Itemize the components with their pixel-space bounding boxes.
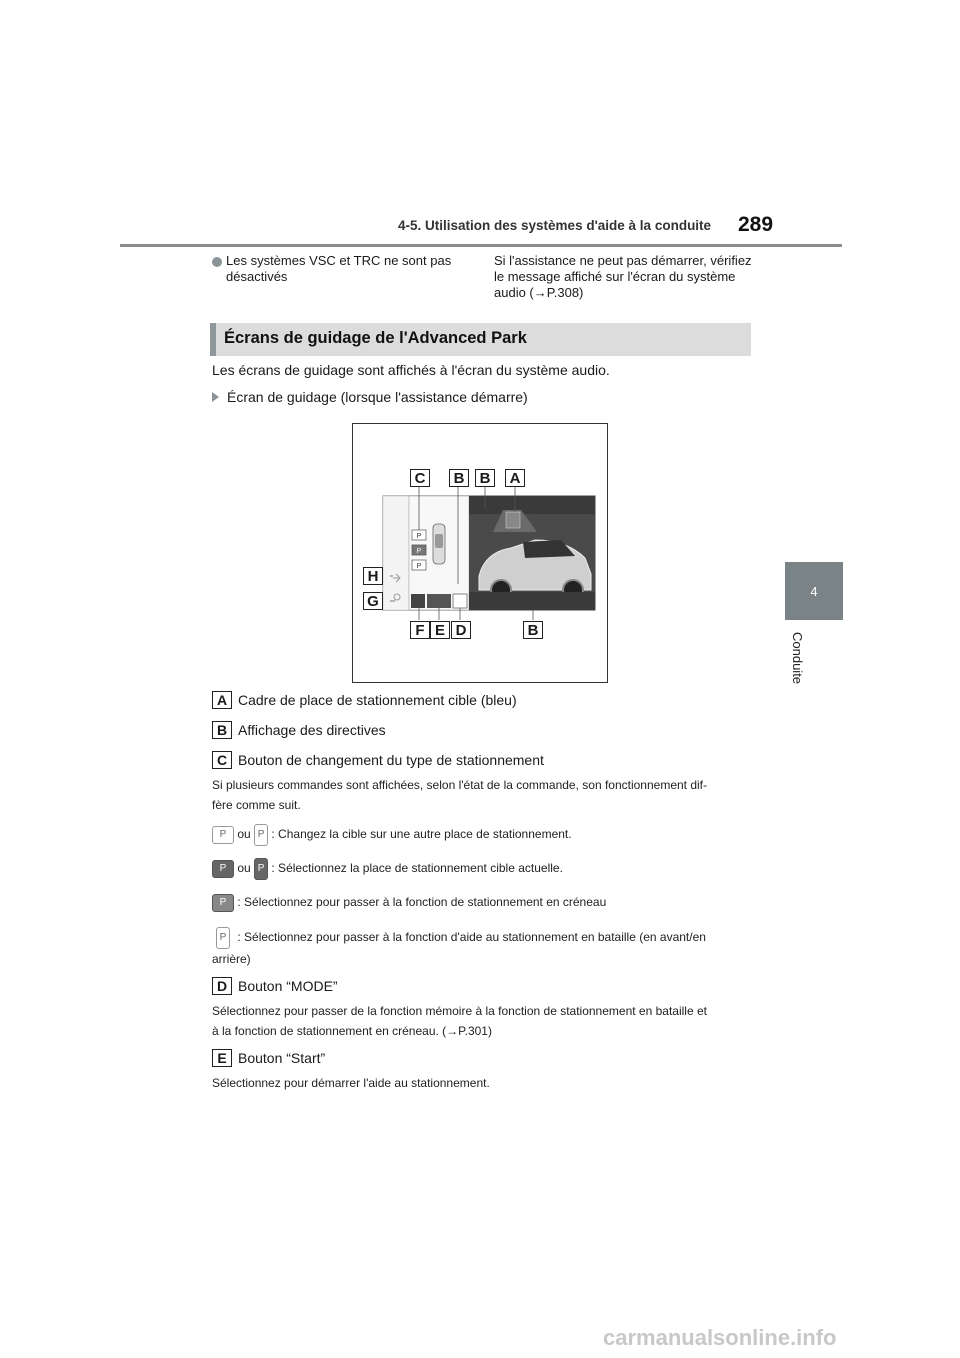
- item-c-line-4: [212, 927, 752, 949]
- p-button-light-icon: P: [212, 826, 234, 844]
- item-c-line-1: [212, 824, 752, 846]
- item-b: [212, 721, 386, 739]
- p-icon-2: P: [416, 548, 422, 555]
- header-section-title: 4-5. Utilisation des systèmes d'aide à la conduite: [398, 218, 712, 233]
- guidance-screen-illustration: [353, 424, 607, 682]
- item-c-line-1-text: : Changez la cible sur une autre place de stationnement.: [271, 827, 572, 842]
- item-d-desc-2: à la fonction de stationnement en créneau. (→P.301): [212, 1024, 492, 1038]
- item-c-line-4b: arrière): [212, 952, 251, 966]
- item-c-desc-2: fère comme suit.: [212, 798, 301, 812]
- p-icon-3: P: [416, 563, 422, 570]
- item-c-desc-1: Si plusieurs commandes sont affichées, selon l'état de la commande, son fonctionnement dif-: [212, 778, 708, 792]
- right-column-text: Si l'assistance ne peut pas démarrer, vérifiez le message affiché sur l'écran du système audio (→P.308): [494, 253, 752, 300]
- section-title: Écrans de guidage de l'Advanced Park: [224, 329, 527, 347]
- item-b-text: Affichage des directives: [238, 722, 386, 738]
- item-d-letter: D: [212, 977, 232, 995]
- subheading-text: Écran de guidage (lorsque l'assistance démarre): [227, 389, 528, 405]
- header-divider: [120, 244, 842, 247]
- guidance-screen-figure: [352, 423, 608, 683]
- or-text-2: ou: [237, 861, 251, 876]
- or-text-1: ou: [237, 827, 251, 842]
- p-button-dark-icon: P: [212, 860, 234, 878]
- item-c-line-2: [212, 858, 752, 880]
- chapter-tab: 4: [785, 562, 843, 620]
- item-a-letter: A: [212, 691, 232, 709]
- item-e-letter: E: [212, 1049, 232, 1067]
- page-number: 289: [738, 213, 774, 236]
- callout-a: A: [505, 469, 525, 487]
- callout-e: E: [430, 621, 450, 639]
- chapter-label: [789, 632, 805, 692]
- item-a: [212, 691, 517, 709]
- item-e: [212, 1049, 325, 1067]
- item-c-letter: C: [212, 751, 232, 769]
- chapter-label-text: Conduite: [790, 632, 805, 685]
- item-a-text: Cadre de place de stationnement cible (bleu): [238, 692, 517, 708]
- p-button-light-small-icon: P: [254, 824, 268, 846]
- bullet-icon: [212, 257, 222, 267]
- item-c-text: Bouton de changement du type de stationnement: [238, 752, 544, 768]
- callout-h: H: [363, 567, 383, 585]
- item-c-line-3: [212, 892, 752, 912]
- callout-c: C: [410, 469, 430, 487]
- item-d-text: Bouton “MODE”: [238, 978, 338, 994]
- watermark: carmanualsonline.info: [603, 1325, 837, 1350]
- callout-b-1: B: [449, 469, 469, 487]
- callout-g: G: [363, 592, 383, 610]
- item-e-desc: Sélectionnez pour démarrer l'aide au stationnement.: [212, 1076, 490, 1090]
- p-button-dark-small-icon: P: [254, 858, 268, 880]
- perpendicular-parking-icon: P: [216, 927, 230, 949]
- item-e-text: Bouton “Start”: [238, 1050, 326, 1066]
- parallel-parking-icon: P: [212, 894, 234, 912]
- arrow-icon: [212, 392, 219, 402]
- item-c-line-3-text: : Sélectionnez pour passer à la fonction de stationnement en créneau: [237, 895, 607, 909]
- item-d: [212, 977, 338, 995]
- item-c-line-2-text: : Sélectionnez la place de stationnement cible actuelle.: [271, 861, 563, 876]
- subheading: [212, 389, 528, 405]
- item-d-desc-1: Sélectionnez pour passer de la fonction mémoire à la fonction de stationnement en bataille et: [212, 1004, 707, 1018]
- section-intro: Les écrans de guidage sont affichés à l'écran du système audio.: [212, 362, 610, 378]
- callout-b-3: B: [523, 621, 543, 639]
- callout-f: F: [410, 621, 430, 639]
- callout-d: D: [451, 621, 471, 639]
- item-b-letter: B: [212, 721, 232, 739]
- bullet-text: Les systèmes VSC et TRC ne sont pas désactivés: [226, 253, 452, 284]
- item-c-line-4-text: : Sélectionnez pour passer à la fonction d'aide au stationnement en bataille (en avant/en: [237, 930, 706, 945]
- p-icon-1: P: [416, 533, 422, 540]
- item-c: [212, 751, 544, 769]
- callout-b-2: B: [475, 469, 495, 487]
